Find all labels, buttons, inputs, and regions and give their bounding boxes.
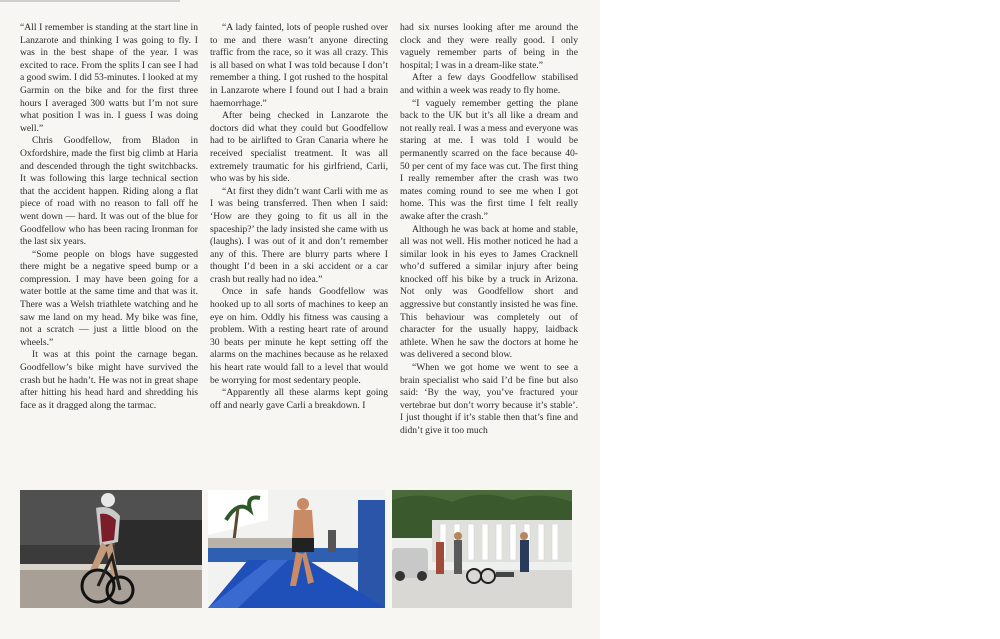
photo-runner-finish bbox=[208, 490, 385, 608]
paragraph: It was at this point the carnage began. Goodfellow’s bike might have survived the crash but he hadn’t. He was not in great shape after hitting his head hard and shredding his face as it dragged along the tarmac. bbox=[20, 349, 198, 411]
paragraph: “Apparently all these alarms kept going off and nearly gave Carli a breakdown. I bbox=[210, 387, 388, 411]
paragraph: “A lady fainted, lots of people rushed over to me and there wasn’t anyone directing traffic from the race, so it was all crazy. This is all based on what I was told because I don’t remember a thing. I got rushed to the hospital in Lanzarote where I found out I had a brain haemorrhage.” bbox=[210, 22, 388, 109]
paragraph: “All I remember is standing at the start line in Lanzarote and thinking I was going to fly. I was in the best shape of the year. I was excited to race. From the splits I can see I had a good swim. I did 53-minutes. I looked at my Garmin on the bike and for the first three hours I averaged 300 watts but I’m not sure what position I was in. I guess I was doing well.” bbox=[20, 22, 198, 134]
photo-crash-scene bbox=[392, 490, 572, 608]
article-column-3 bbox=[400, 22, 578, 438]
article-column-2 bbox=[210, 22, 388, 412]
paragraph: Chris Goodfellow, from Bladon in Oxfordshire, made the first big climb at Haria and descended through the tight switchbacks. It was following this large technical section that the accident happen. Riding along a flat piece of road with no reason to fall off he went down — hard. It was out of the blue for Goodfellow who has been racing Ironman for the last six years. bbox=[20, 135, 198, 248]
paragraph: After a few days Goodfellow stabilised and within a week was ready to fly home. bbox=[400, 72, 578, 96]
paragraph: “When we got home we went to see a brain specialist who said I’d be fine but also said: ‘By the way, you’ve fractured your vertebrae but don’t worry because it’s stable’. I just thought if it’s stable then that’s fine and didn’t give it too much bbox=[400, 362, 578, 436]
paragraph: “I vaguely remember getting the plane back to the UK but it’s all like a dream and not really real. I was a mess and everyone was staring at me. I was told I would be permanently scarred on the face because 40-50 per cent of my face was cut. The first thing I really remember after the crash was two mates coming round to see me when I got home. This was the first time I felt really awake after the crash.” bbox=[400, 97, 578, 222]
paragraph: Once in safe hands Goodfellow was hooked up to all sorts of machines to keep an eye on him. Oddly his fitness was causing a problem. With a resting heart rate of around 30 beats per minute he kept setting off the alarms on the machines because as he relaxed his heart rate would fall to a level that would be worrying for most sedentary people. bbox=[210, 286, 388, 386]
paragraph: After being checked in Lanzarote the doctors did what they could but Goodfellow had to be airlifted to Gran Canaria where he received specialist treatment. It was all extremely traumatic for his girlfriend, Carli, who was by his side. bbox=[210, 110, 388, 185]
paragraph: “Some people on blogs have suggested there might be a negative speed bump or a compression. I may have been going for a water bottle at the same time and that was it. There was a Welsh triathlete watching and he saw me land on my head. My bike was fine, not a scratch — just a little blood on the wheels.” bbox=[20, 248, 198, 348]
header-rule bbox=[0, 0, 180, 2]
paragraph: Although he was back at home and stable, all was not well. His mother noticed he had a similar look in his eyes to James Cracknell who’d suffered a similar injury after being knocked off his bike by a truck in Arizona. Not only was Goodfellow short and aggressive but constantly insisted he was fine. This behaviour was completely out of character for the usually happy, laidback athlete. When he saw the doctors at home he was delivered a second blow. bbox=[400, 223, 578, 361]
paragraph: “At first they didn’t want Carli with me as I was being transferred. Then when I said: ‘How are they going to fit us all in the spaceship?’ the lady insisted she came with us (laughs). I was out of it and don’t remember any of this. There are blurry parts where I thought I’d been in a ski accident or a car crash but really had no idea.” bbox=[210, 185, 388, 285]
photo-cyclist bbox=[20, 490, 202, 608]
paragraph: had six nurses looking after me around the clock and they were really good. I only vaguely remember parts of being in the hospital; I was in a dream-like state.” bbox=[400, 22, 578, 71]
article-column-1 bbox=[20, 22, 198, 412]
